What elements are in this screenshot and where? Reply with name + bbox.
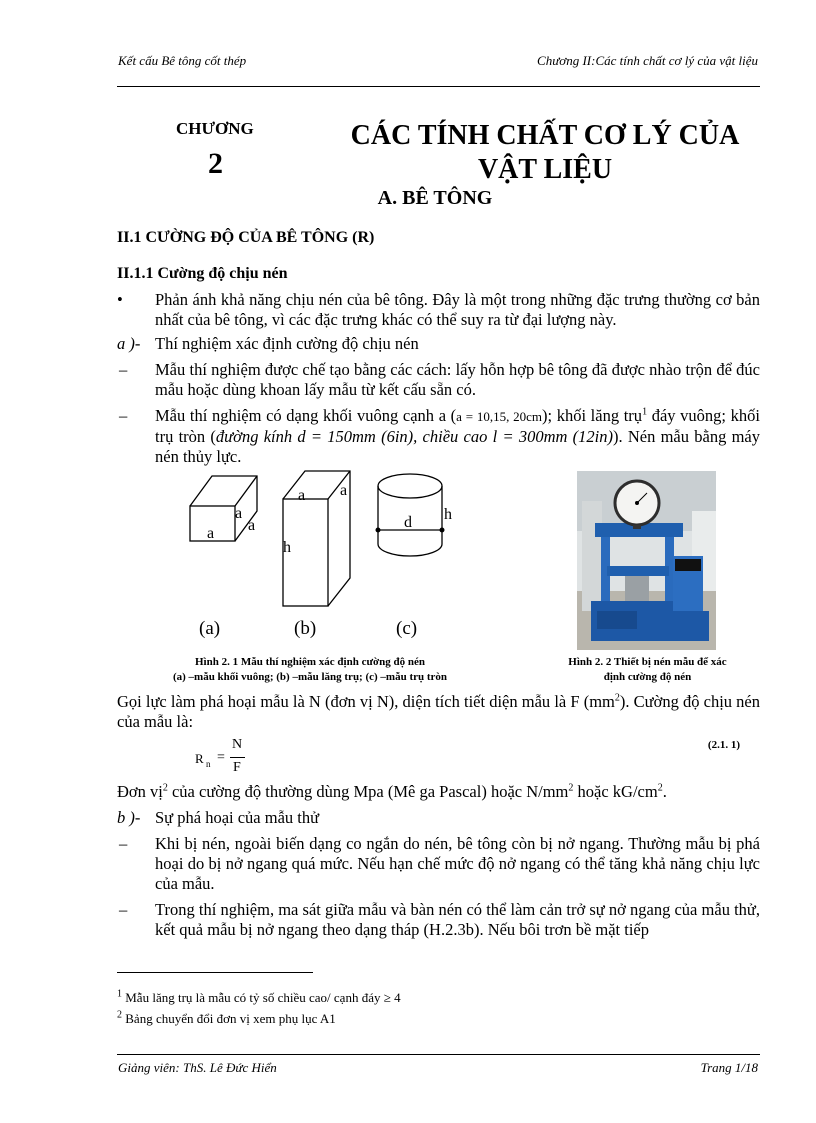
formula-eq: =	[217, 750, 225, 765]
item-a-marker: a )-	[117, 334, 141, 353]
specimen-diagrams	[180, 466, 470, 646]
dash-marker-1: –	[119, 360, 128, 379]
figure1-caption-line2: (a) –mẫu khối vuông; (b) –mẫu lăng trụ; (c) –mẫu trụ tròn	[172, 671, 448, 683]
formula-numerator: N	[232, 737, 243, 752]
cube-label-side: a	[235, 505, 243, 522]
chapter-subtitle: A. BÊ TÔNG	[377, 187, 493, 209]
cube-label-depth: a	[248, 517, 256, 534]
formula-lhs-sub: n	[206, 759, 211, 769]
footer-page-number: Trang 1/18	[700, 1060, 758, 1075]
footer-rule	[117, 1054, 760, 1055]
subfig-a-label: (a)	[199, 618, 221, 639]
compression-machine-photo	[577, 471, 716, 650]
cube-back	[190, 476, 257, 541]
footnote-2: $^2$ Bảng chuyển đổi đơn vị xem phụ lục A1	[117, 1009, 336, 1026]
cylinder-bottom	[378, 544, 442, 556]
paragraph-force: Gọi lực làm phá hoại mẫu là N (đơn vị N), diện tích tiết diện mẫu là F $(mm^2)$. Cường độ chịu nén của mẫu là:	[117, 692, 760, 731]
prism-label-side: a	[340, 482, 348, 499]
header-right: Chương II:Các tính chất cơ lý của vật liệu	[537, 53, 758, 68]
subfig-b-label: (b)	[294, 618, 317, 639]
cylinder-top	[378, 474, 442, 498]
chapter-word: CHƯƠNG	[176, 119, 254, 138]
item-b-text: Sự phá hoại của mẫu thử	[155, 808, 320, 827]
item-b-marker: b )-	[117, 808, 141, 827]
item-a-text: Thí nghiệm xác định cường độ chịu nén	[155, 334, 419, 353]
formula	[195, 737, 265, 777]
cube-label-front: a	[207, 525, 215, 542]
chapter-title-line2: VẬT LIỆU	[477, 154, 613, 185]
formula-lhs: R	[195, 751, 204, 766]
dash-text-1: Mẫu thí nghiệm được chế tạo bằng các cách: lấy hỗn hợp bê tông đã được nhào trộn để đúc mẫu hoặc dùng khoan lấy mẫu từ kết cấu sẵn có.	[155, 360, 760, 399]
sub-heading: II.1.1 Cường độ chịu nén	[117, 265, 288, 282]
footnote-rule	[117, 972, 313, 973]
dash-text-3: Khi bị nén, ngoài biến dạng co ngắn do nén, bê tông còn bị nở ngang. Thường mẫu bị phá hoại do bị nở ngang quá mức. Nếu hạn chế mức độ nở ngang có thể tăng khả năng chịu lực của mẫu.	[155, 834, 760, 893]
dash-text-2: Mẫu thí nghiệm có dạng khối vuông cạnh a (a = 10,15, 20cm); khối lăng trụ$^1$ đáy vuông; khối trụ tròn (đường kính d = 150mm (6in), chiều cao l = 300mm (12in)). Nén mẫu bằng máy nén thủy lực.	[155, 406, 760, 466]
fraction-bar	[230, 757, 245, 758]
formula-number: (2.1. 1)	[707, 739, 740, 751]
cylinder-label-d: d	[404, 514, 412, 531]
header-left: Kết cấu Bê tông cốt thép	[118, 53, 247, 68]
figure1-caption-line1: Hình 2. 1 Mẫu thí nghiệm xác định cường độ nén	[195, 656, 425, 668]
subfig-c-label: (c)	[396, 618, 418, 639]
figure2-caption-line1: Hình 2. 2 Thiết bị nén mẫu để xác	[568, 656, 727, 668]
prism-label-top: a	[298, 487, 306, 504]
prism-label-height: h	[283, 539, 291, 556]
chapter-number: 2	[208, 147, 223, 180]
header-rule	[117, 86, 760, 87]
bullet-text: Phản ánh khả năng chịu nén của bê tông. Đây là một trong những đặc trưng thường cơ bản nhất của bê tông, vì các đặc trưng khác có thể suy ra từ đại lượng này.	[155, 290, 760, 329]
footer-left: Giảng viên: ThS. Lê Đức Hiển	[118, 1060, 277, 1075]
paragraph-units: Đơn vị$^2$ của cường độ thường dùng Mpa (Mê ga Pascal) hoặc $N/mm^2$ hoặc $kG/cm^2$.	[117, 782, 667, 801]
section-heading: II.1 CƯỜNG ĐỘ CỦA BÊ TÔNG (R)	[117, 229, 375, 246]
bullet-marker: •	[117, 290, 123, 309]
dash-text-4: Trong thí nghiệm, ma sát giữa mẫu và bàn nén có thể làm cản trở sự nở ngang của mẫu thử, kết quả mẫu bị nở ngang theo dạng tháp (H.2.3b). Nếu bôi trơn bề mặt tiếp	[155, 900, 760, 939]
chapter-title-line1: CÁC TÍNH CHẤT CƠ LÝ CỦA	[350, 120, 740, 151]
dash-marker-3: –	[119, 834, 128, 853]
formula-denominator: F	[233, 760, 241, 775]
footnote-1: $^1$ Mẫu lăng trụ là mẫu có tỷ số chiều cao/ cạnh đáy ≥ 4	[117, 988, 401, 1005]
figure2-caption-line2: định cường độ nén	[603, 671, 692, 683]
cylinder-label-h: h	[444, 506, 452, 523]
dash-marker-2: –	[119, 406, 128, 425]
dash-marker-4: –	[119, 900, 128, 919]
